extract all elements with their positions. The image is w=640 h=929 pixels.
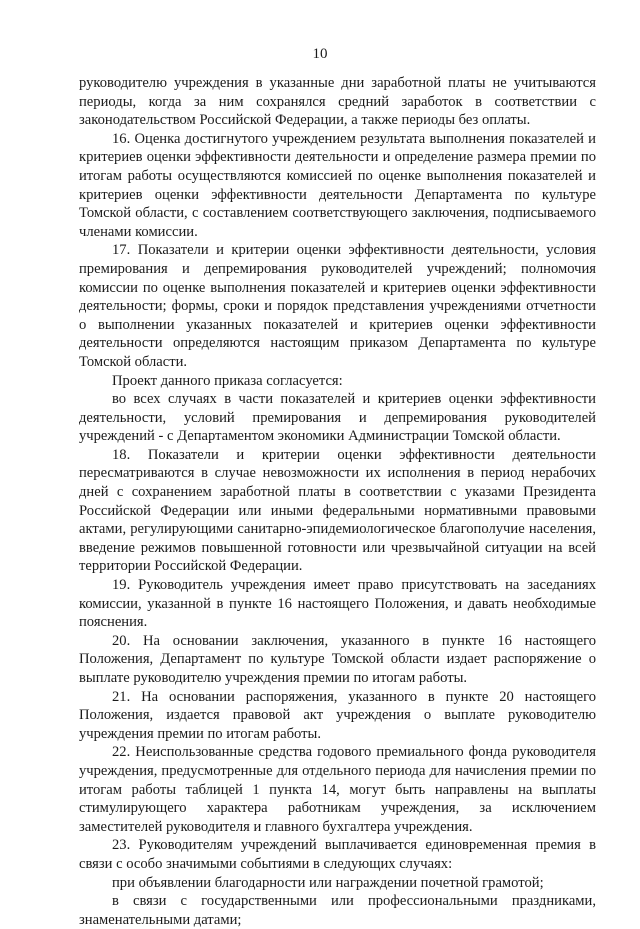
- paragraph-approval-intro: Проект данного приказа согласуется:: [112, 372, 343, 389]
- paragraph-21: 21. На основании распоряжения, указанного в пункте 20 настоящего Положения, издается правовой акт учреждения о выплате руководителю учреждения премии по итогам работы.: [79, 688, 596, 742]
- paragraph-17: 17. Показатели и критерии оценки эффективности деятельности, условия премирования и депремирования руководителей учреждений; полномочия комиссии по оценке выполнения показателей и критериев оценки эффективности деятельности; формы, сроки и порядок представления учреждениями отчетности о выполнении указанных показателей и критериев оценки эффективности деятельности определяются настоящим приказом Департамента по культуре Томской области.: [79, 242, 596, 370]
- document-body: [79, 74, 596, 929]
- list-item-gratitude: при объявлении благодарности или награждении почетной грамотой;: [112, 874, 544, 891]
- paragraph-22: 22. Неиспользованные средства годового премиального фонда руководителя учреждения, предусмотренные для отдельного периода для начисления премии по итогам работы таблицей 1 пункта 14, могут быть направлены на выплаты стимулирующего характера работникам учреждения, за исключением заместителей руководителя и главного бухгалтера учреждения.: [79, 744, 596, 835]
- paragraph-continuation: руководителю учреждения в указанные дни заработной платы не учитываются периоды, когда за ним сохранялся средний заработок в соответствии с законодательством Российской Федерации, а также периоды без оплаты.: [79, 75, 596, 129]
- page-number: 10: [312, 46, 328, 62]
- paragraph-19: 19. Руководитель учреждения имеет право присутствовать на заседаниях комиссии, указанной в пункте 16 настоящего Положения, и давать необходимые пояснения.: [79, 577, 596, 631]
- paragraph-18: 18. Показатели и критерии оценки эффективности деятельности пересматриваются в случае невозможности их исполнения в период нерабочих дней с сохранением заработной платы в соответствии с указами Президента Российской Федерации или иными федеральными нормативными правовыми актами, регулирующими санитарно-эпидемиологическое благополучие населения, введение режимов повышенной готовности или чрезвычайной ситуации на всей территории Российской Федерации.: [79, 446, 596, 575]
- paragraph-23: 23. Руководителям учреждений выплачивается единовременная премия в связи с особо значимыми событиями в следующих случаях:: [79, 837, 596, 872]
- paragraph-approval-cases: во всех случаях в части показателей и критериев оценки эффективности деятельности, условий премирования и депремирования руководителей учреждений - с Департаментом экономики Администрации Томской области.: [79, 391, 596, 445]
- paragraph-20: 20. На основании заключения, указанного в пункте 16 настоящего Положения, Департамент по культуре Томской области издает распоряжение о выплате руководителю учреждения премии по итогам работы.: [79, 632, 596, 686]
- paragraph-16: 16. Оценка достигнутого учреждением результата выполнения показателей и критериев оценки эффективности деятельности и определение размера премии по итогам работы осуществляются комиссией по оценке выполнения показателей и критериев оценки эффективности деятельности Департамента по культуре Томской области, с составлением соответствующего заключения, подписываемого членами комиссии.: [79, 130, 596, 240]
- list-item-holidays: в связи с государственными или профессиональными праздниками, знаменательными датами;: [79, 893, 596, 928]
